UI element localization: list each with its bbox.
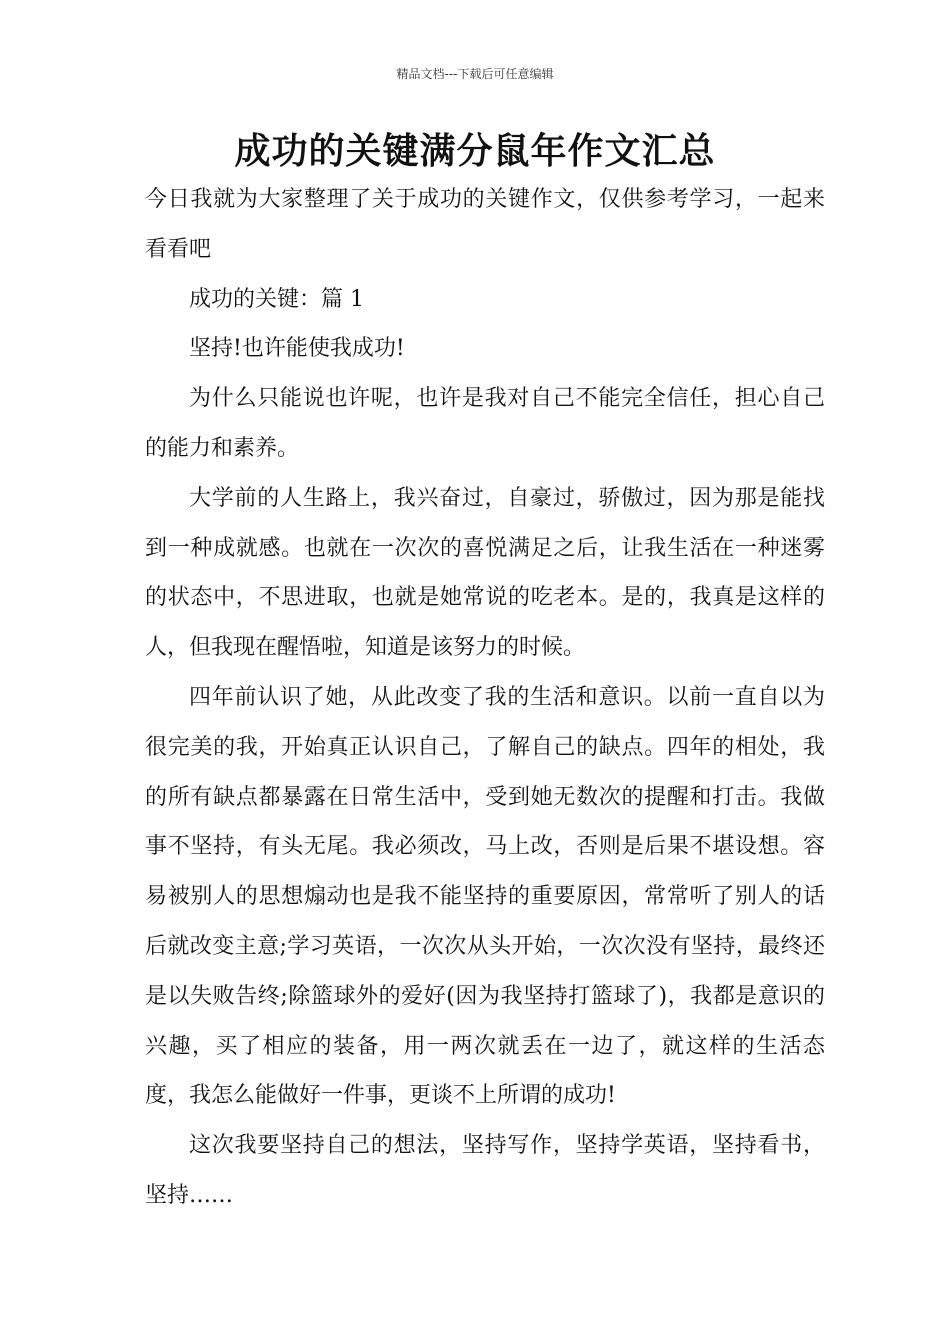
paragraph-5: 这次我要坚持自己的想法，坚持写作，坚持学英语，坚持看书，坚持…… <box>145 1133 825 1208</box>
section-heading: 成功的关键：篇 1 <box>189 286 364 312</box>
paragraph-3: 大学前的人生路上，我兴奋过，自豪过，骄傲过，因为那是能找到一种成就感。也就在一次次的喜悦满足之后，让我生活在一种迷雾的状态中，不思进取，也就是她常说的吃老本。是的，我真是这样的人，但我现在醒悟啦，知道是该努力的时候。 <box>145 485 825 661</box>
document-body <box>145 175 825 1221</box>
intro-paragraph: 今日我就为大家整理了关于成功的关键作文，仅供参考学习，一起来看看吧 <box>145 187 825 262</box>
paragraph-2: 为什么只能说也许呢，也许是我对自己不能完全信任，担心自己的能力和素养。 <box>145 386 825 461</box>
document-title: 成功的关键满分鼠年作文汇总 <box>234 131 716 172</box>
paragraph-4: 四年前认识了她，从此改变了我的生活和意识。以前一直自以为很完美的我，开始真正认识自己，了解自己的缺点。四年的相处，我的所有缺点都暴露在日常生活中，受到她无数次的提醒和打击。我做事不坚持，有头无尾。我必须改，马上改，否则是后果不堪设想。容易被别人的思想煽动也是我不能坚持的重要原因，常常听了别人的话后就改变主意;学习英语，一次次从头开始，一次次没有坚持，最终还是以失败告终;除篮球外的爱好(因为我坚持打篮球了)，我都是意识的兴趣，买了相应的装备，用一两次就丢在一边了，就这样的生活态度，我怎么能做好一件事，更谈不上所谓的成功! <box>145 684 825 1109</box>
paragraph-1: 坚持!也许能使我成功! <box>189 336 405 362</box>
header-note: 精品文档---下载后可任意编辑 <box>396 67 554 81</box>
